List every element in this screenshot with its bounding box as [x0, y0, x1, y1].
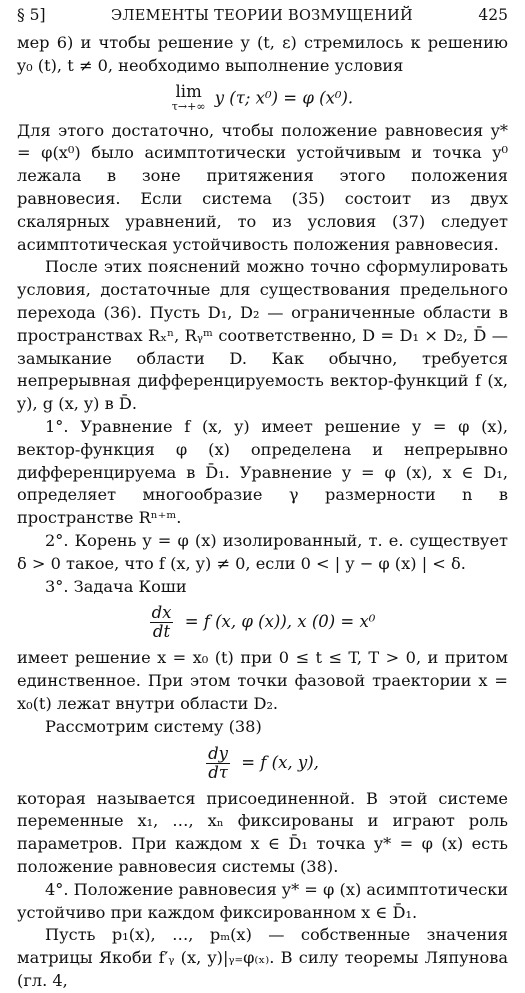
- formula-38: [17, 745, 508, 782]
- paragraph-condition-2: 2°. Корень y = φ (x) изолированный, т. е. существует δ > 0 такое, что f (x, y) ≠ 0, если 0 < | y − φ (x) | < δ.: [17, 530, 508, 573]
- fraction-numerator: dx: [151, 603, 172, 623]
- paragraph-2: Для этого достаточно, чтобы положение равновесия y* = φ(x⁰) было асимптотически устойчивым и точка y⁰ лежала в зоне притяжения этого положения равновесия. Если система (35) состоит из двух скалярных уравнений, то из условия (37) следует асимптотическая устойчивость положения равновесия.: [17, 120, 508, 254]
- fraction-denominator: dτ: [208, 762, 228, 782]
- paragraph-3: После этих пояснений можно точно сформулировать условия, достаточные для существования предельного перехода (36). Пусть D₁, D₂ — ограниченные области в пространствах Rₓⁿ, Rᵧᵐ соответственно, D = D₁ × D₂, D̄ — замыкание области D. Как обычно, требуется непрерывная дифференцируемость вектор-функций f (x, y), g (x, y) в D̄.: [17, 257, 508, 414]
- chapter-title: ЭЛЕМЕНТЫ ТЕОРИИ ВОЗМУЩЕНИЙ: [111, 8, 413, 24]
- system-38-expression: = f (x, y),: [241, 752, 319, 772]
- lim-text: lim: [175, 81, 202, 101]
- limit-operator: [171, 81, 206, 114]
- paragraph-eigenvalues: Пусть p₁(x), …, pₘ(x) — собственные значения матрицы Якоби f′ᵧ (x, y)|ᵧ₌φ₍ₓ₎. В силу теоремы Ляпунова (гл. 4,: [17, 925, 508, 990]
- paragraph-attached-system: которая называется присоединенной. В этой системе переменные x₁, …, xₙ фиксированы и играют роль параметров. При каждом x ∈ D̄₁ точка y* = φ (x) есть положение равновесия системы (38).: [17, 788, 508, 876]
- fraction-denominator: dt: [152, 622, 171, 642]
- fraction-dy-dtau: [206, 745, 230, 782]
- paragraph-1: мер 6) и чтобы решение y (t, ε) стремилось к решению y₀ (t), t ≠ 0, необходимо выполнение условия: [17, 33, 508, 75]
- running-header: [17, 6, 508, 24]
- formula-limit: [17, 81, 508, 114]
- fraction-dx-dt: [150, 604, 174, 641]
- paragraph-condition-3: 3°. Задача Коши: [45, 576, 187, 596]
- page-number: 425: [478, 6, 508, 24]
- limit-expression: y (τ; x⁰) = φ (x⁰).: [214, 88, 354, 108]
- section-marker: § 5]: [17, 6, 46, 24]
- paragraph-system-38: Рассмотрим систему (38): [45, 716, 262, 736]
- paragraph-condition-1: 1°. Уравнение f (x, y) имеет решение y = φ (x), вектор-функция φ (x) определена и непрерывно дифференцируема в D̄₁. Уравнение y = φ (x), x ∈ D₁, определяет многообразие γ размерности n в пространстве Rⁿ⁺ᵐ.: [17, 416, 508, 528]
- lim-subscript: τ→+∞: [171, 99, 206, 113]
- paragraph-solution: имеет решение x = x₀ (t) при 0 ≤ t ≤ T, T > 0, и притом единственное. При этом точки фазовой траектории x = x₀(t) лежат внутри области D₂.: [17, 648, 508, 713]
- formula-cauchy: [17, 604, 508, 641]
- cauchy-expression: = f (x, φ (x)), x (0) = x⁰: [184, 612, 376, 632]
- fraction-numerator: dy: [208, 743, 228, 763]
- paragraph-condition-4: 4°. Положение равновесия y* = φ (x) асимптотически устойчиво при каждом фиксированном x ∈ D̄₁.: [17, 879, 508, 922]
